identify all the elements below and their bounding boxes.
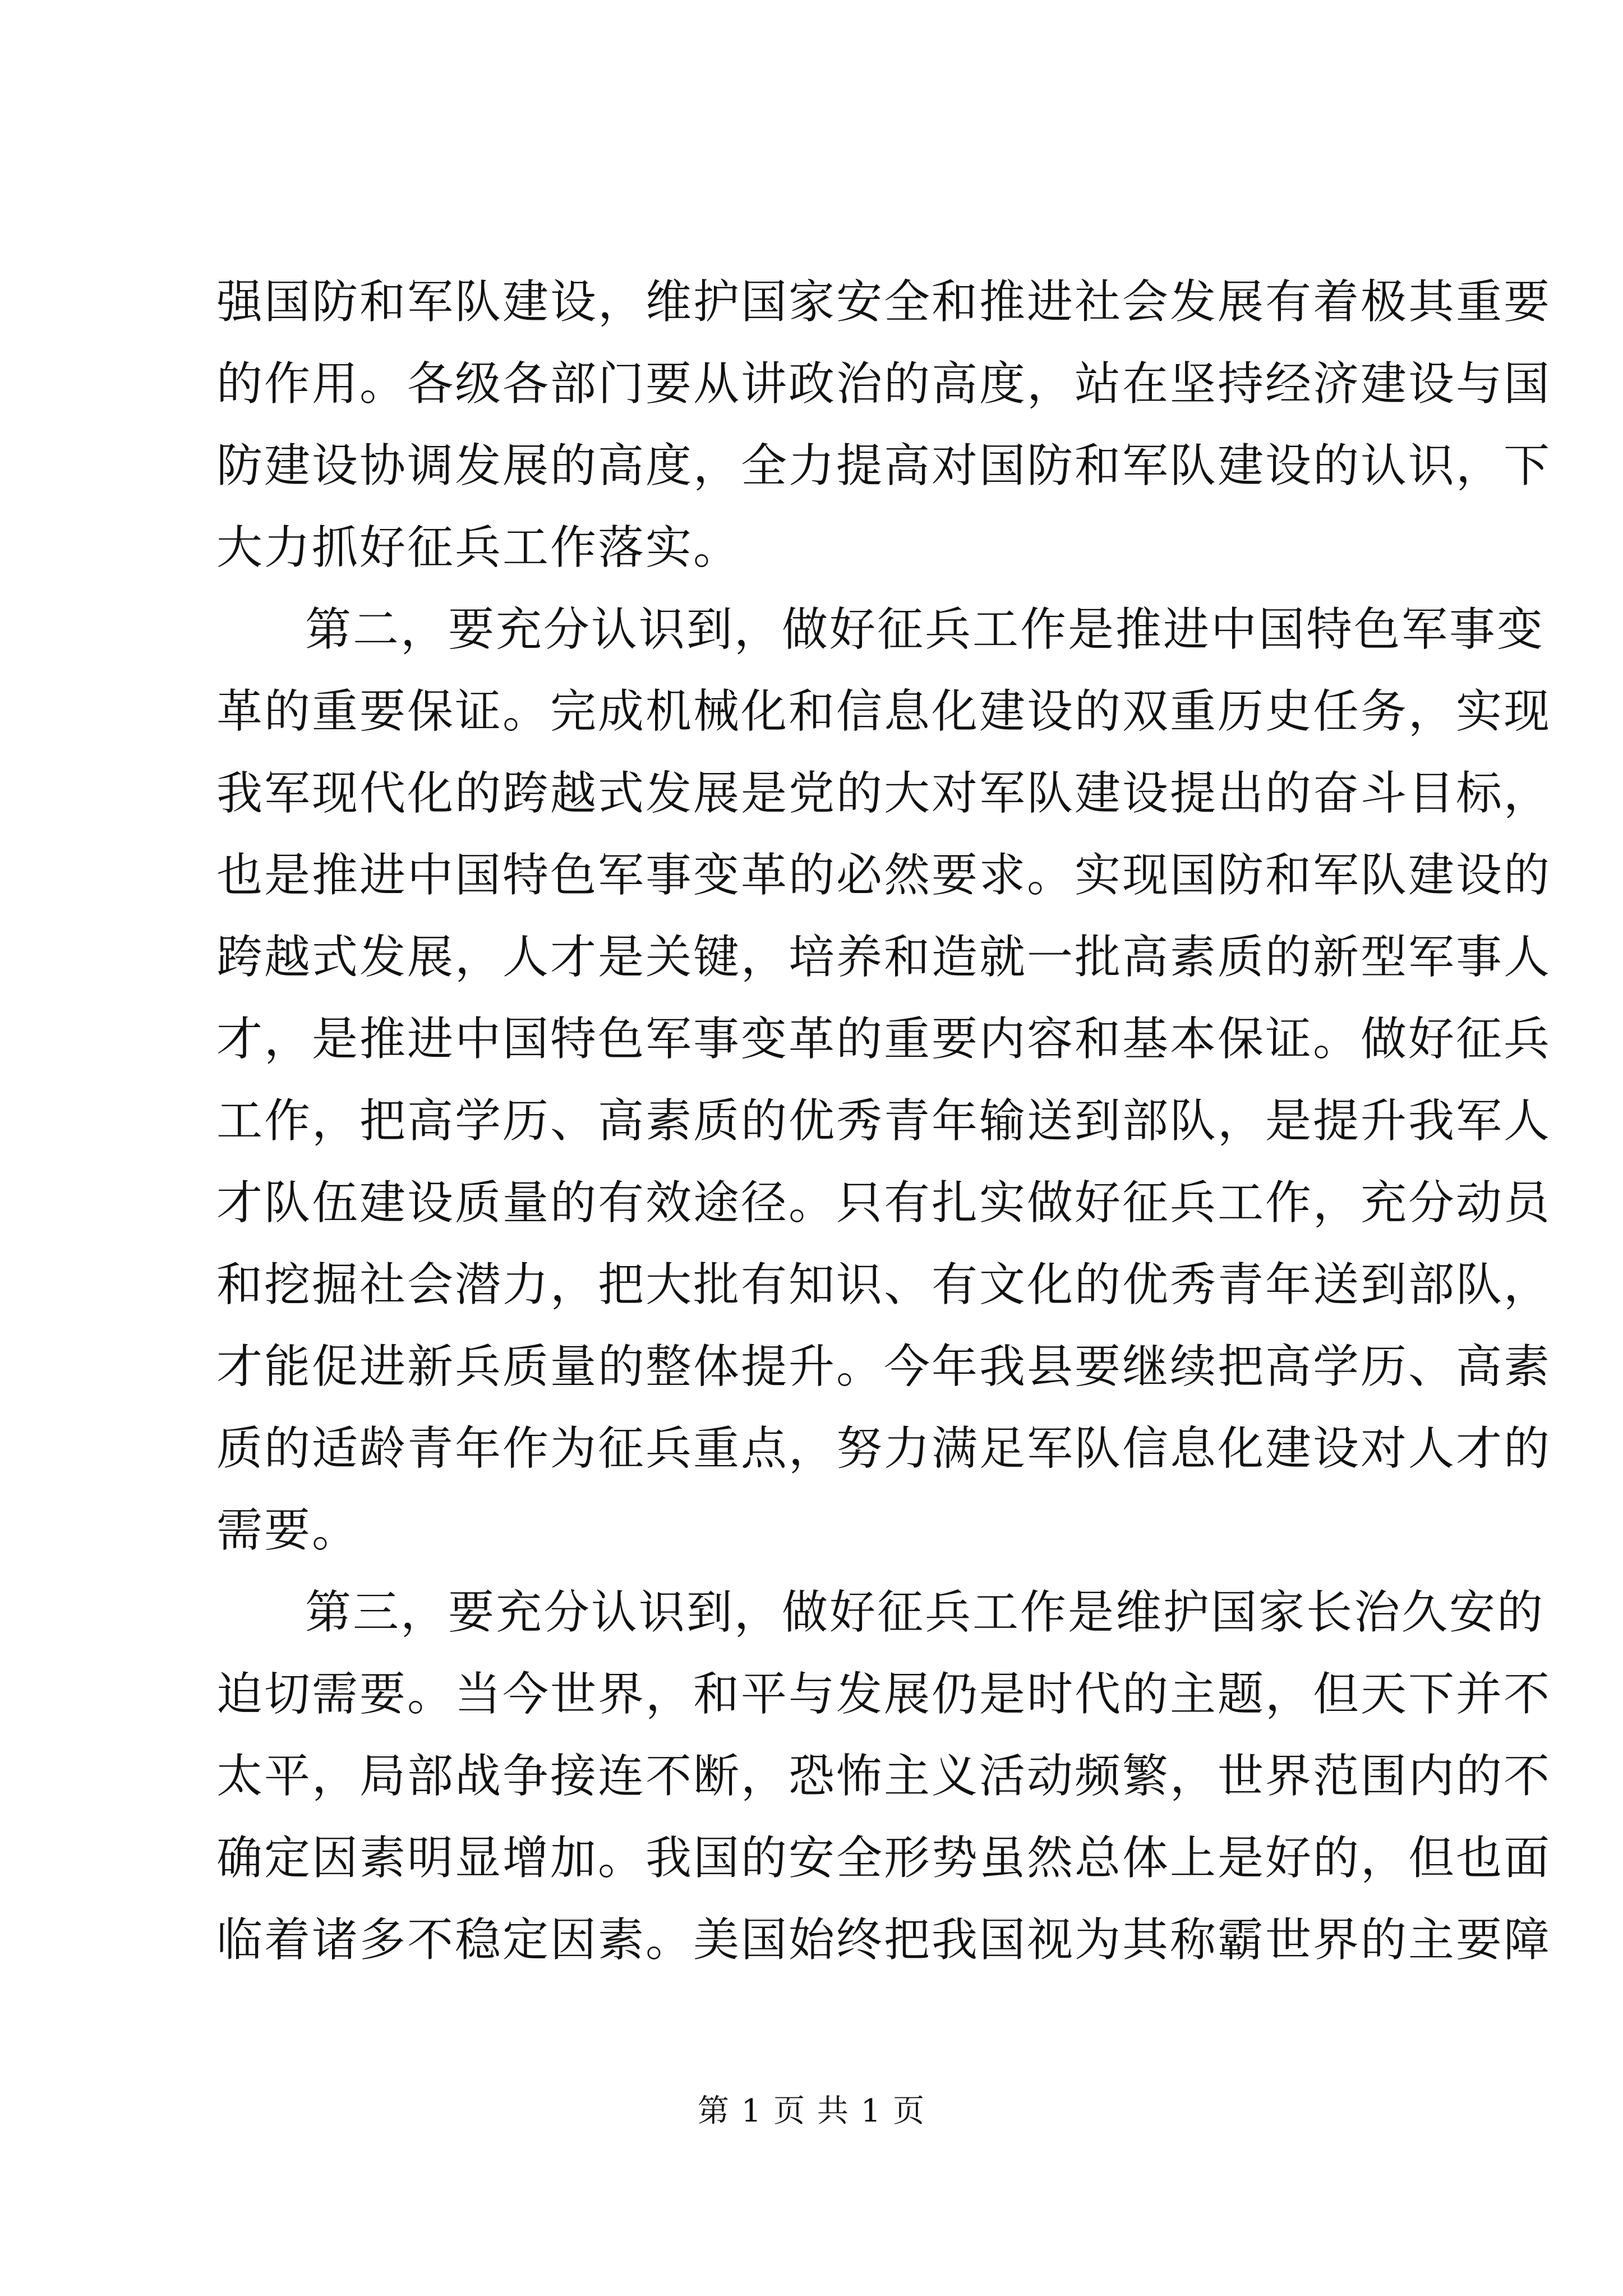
text-line: 临着诸多不稳定因素。美国始终把我国视为其称霸世界的主要障 — [216, 1913, 1552, 1967]
text-line: 和挖掘社会潜力，把大批有知识、有文化的优秀青年送到部队， — [216, 1258, 1552, 1312]
text-line: 的作用。各级各部门要从讲政治的高度，站在坚持经济建设与国 — [216, 357, 1552, 411]
body-text — [216, 261, 1552, 1981]
paragraph-3 — [216, 1572, 1552, 1981]
text-line: 防建设协调发展的高度，全力提高对国防和军队建设的认识，下 — [216, 439, 1552, 493]
text-line: 需要。 — [216, 1504, 360, 1557]
paragraph-2 — [216, 589, 1552, 1572]
text-line: 确定因素明显增加。我国的安全形势虽然总体上是好的，但也面 — [216, 1832, 1552, 1885]
text-line: 强国防和军队建设，维护国家安全和推进社会发展有着极其重要 — [216, 275, 1552, 329]
text-line: 大力抓好征兵工作落实。 — [216, 521, 741, 574]
text-line: 第三，要充分认识到，做好征兵工作是维护国家长治久安的 — [305, 1586, 1545, 1639]
text-line: 才，是推进中国特色军事变革的重要内容和基本保证。做好征兵 — [216, 1013, 1552, 1066]
page-footer — [0, 2089, 1623, 2134]
text-line: 我军现代化的跨越式发展是党的大对军队建设提出的奋斗目标， — [216, 767, 1552, 820]
text-line: 太平，局部战争接连不断，恐怖主义活动频繁，世界范围内的不 — [216, 1750, 1552, 1803]
text-line: 跨越式发展，人才是关键，培养和造就一批高素质的新型军事人 — [216, 931, 1552, 984]
text-line: 也是推进中国特色军事变革的必然要求。实现国防和军队建设的 — [216, 849, 1552, 902]
text-line: 工作，把高学历、高素质的优秀青年输送到部队，是提升我军人 — [216, 1094, 1552, 1148]
text-line: 质的适龄青年作为征兵重点，努力满足军队信息化建设对人才的 — [216, 1422, 1552, 1475]
paragraph-1 — [216, 261, 1552, 589]
text-line: 才队伍建设质量的有效途径。只有扎实做好征兵工作，充分动员 — [216, 1176, 1552, 1230]
text-line: 革的重要保证。完成机械化和信息化建设的双重历史任务，实现 — [216, 685, 1552, 738]
text-line: 才能促进新兵质量的整体提升。今年我县要继续把高学历、高素 — [216, 1340, 1552, 1393]
page-number-label: 第 1 页 共 1 页 — [697, 2093, 926, 2129]
text-line: 迫切需要。当今世界，和平与发展仍是时代的主题，但天下并不 — [216, 1668, 1552, 1721]
text-line: 第二，要充分认识到，做好征兵工作是推进中国特色军事变 — [305, 603, 1545, 656]
